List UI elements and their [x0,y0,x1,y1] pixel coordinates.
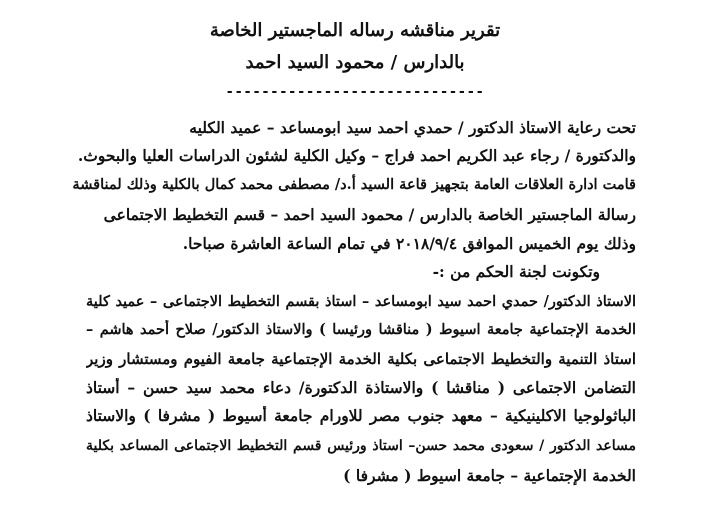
paragraph-line: الباثولوجيا الاكلينيكية – معهد جنوب مصر للاورام جامعة أسيوط ( مشرفا ) والاستاذ [86,406,636,425]
document-subtitle: بالدارس / محمود السيد احمد [245,52,465,73]
paragraph-line: تحت رعاية الاستاذ الدكتور / حمدي احمد سيد ابومساعد – عميد الكليه [189,118,636,137]
paragraph-line: استاذ التنمية والتخطيط الاجتماعى بكلية الخدمة الإجتماعية جامعة الفيوم ومستشار وزير [86,350,636,368]
paragraph-line: قامت ادارة العلاقات العامة بتجهيز قاعة السيد أ.د/ مصطفى محمد كمال بالكلية وذلك لمناقشة [72,176,636,193]
paragraph-line: الخدمة الإجتماعية – جامعة اسيوط ( مشرفا ) [343,466,636,485]
paragraph-line: مساعد الدكتور / سعودى محمد حسن– استاذ ورئيس قسم التخطيط الاجتماعى المساعد بكلية [86,438,636,454]
paragraph-line: الاستاذ الدكتور/ حمدي احمد سيد ابومساعد – استاذ بقسم التخطيط الاجتماعى – عميد كلية [86,293,636,310]
separator-line: ----------------------------- [225,84,485,100]
paragraph-line: وذلك يوم الخميس الموافق ٢٠١٨/٩/٤ في تمام الساعة العاشرة صباحا. [182,234,636,253]
paragraph-line: الخدمة الإجتماعية جامعة اسيوط ( مناقشا ورئيسا ) والاستاذ الدكتور/ صلاح أحمد هاشم – [86,321,636,338]
document-title: تقرير مناقشه رساله الماجستير الخاصة [209,20,501,41]
paragraph-line: رسالة الماجستير الخاصة بالدارس / محمود السيد احمد – قسم التخطيط الاجتماعى [103,205,636,224]
paragraph-line: التضامن الاجتماعى ( مناقشا ) والاستاذة الدكتورة/ دعاء محمد سيد حسن – أستاذ [86,378,636,397]
committee-heading: وتكونت لجنة الحكم من :- [432,262,600,281]
paragraph-line: والدكتورة / رجاء عبد الكريم احمد فراج – وكيل الكلية لشئون الدراسات العليا والبحوث. [77,146,636,165]
